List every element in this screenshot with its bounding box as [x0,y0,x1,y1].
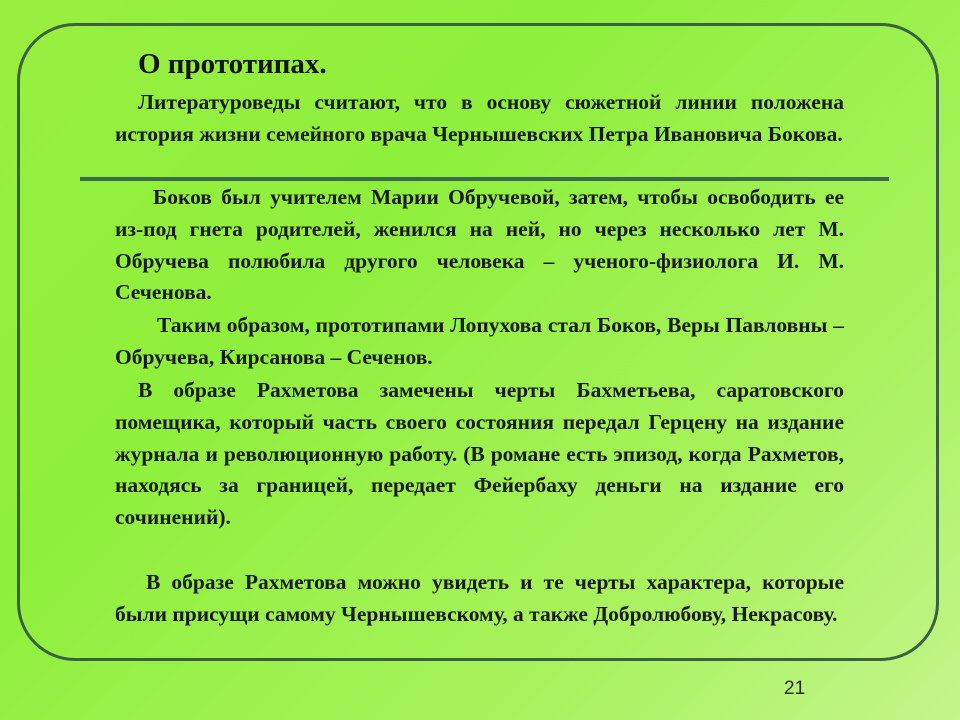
paragraph-5: В образе Рахметова можно увидеть и те черты характера, которые были присущи самому Чернышевскому, а также Добролюбову, Некрасову. [115,570,844,626]
slide-title: О прототипах. [138,48,327,80]
paragraph-4: В образе Рахметова замечены черты Бахметьева, саратовского помещика, который часть своего состояния передал Герцену на издание журнала и революционную работу. (В романе есть эпизод, когда Рахметов, находясь за границей, передает Фейербаху деньги на издание его сочинений). [115,378,844,530]
paragraph-1: Литературоведы считают, что в основу сюжетной линии положена история жизни семейного врача Чернышевских Петра Ивановича Бокова. [115,90,844,146]
paragraph-2: Боков был учителем Марии Обручевой, затем, чтобы освободить ее из-под гнета родителей, женился на ней, но через несколько лет М. Обручева полюбила другого человека – ученого-физиолога И. М. Сеченова. [115,185,844,305]
divider-line [80,177,889,181]
page-number: 21 [784,678,806,699]
paragraph-3: Таким образом, прототипами Лопухова стал Боков, Веры Павловны – Обручева, Кирсанова – Сеченов. [115,313,844,369]
